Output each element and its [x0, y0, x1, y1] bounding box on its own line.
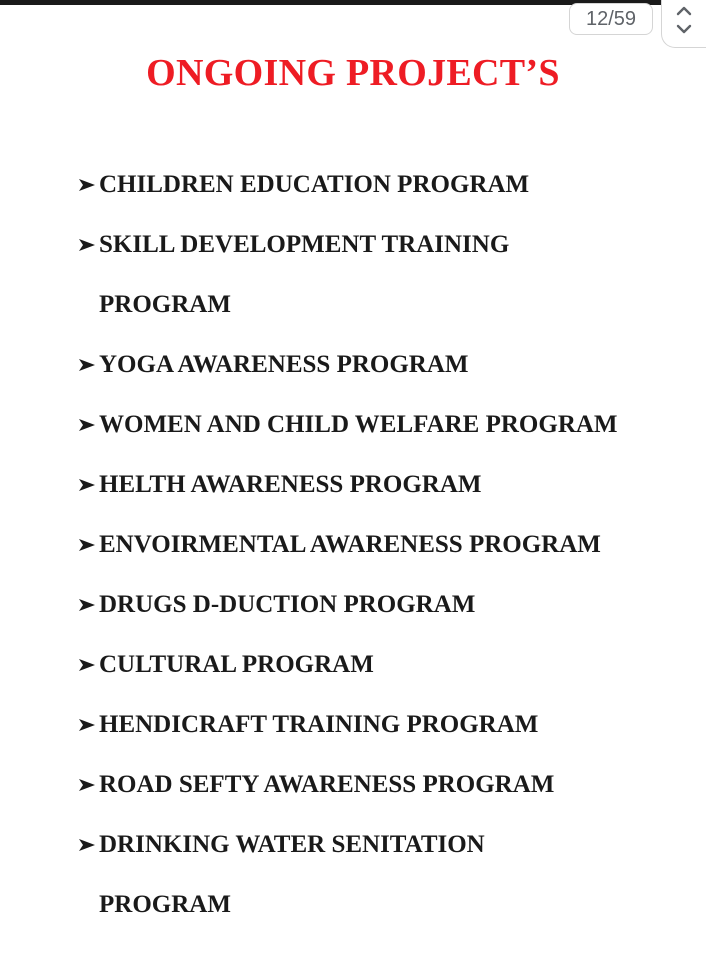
list-item	[78, 755, 698, 815]
list-item-label: YOGA AWARENESS PROGRAM	[99, 351, 469, 378]
list-item	[78, 515, 698, 575]
chevron-down-icon	[674, 21, 694, 37]
previous-page-button[interactable]	[674, 3, 694, 19]
arrowhead-bullet-icon	[78, 755, 99, 815]
list-item	[78, 155, 698, 215]
list-item	[78, 575, 698, 635]
page-navigation	[661, 0, 706, 48]
arrowhead-bullet-icon	[78, 515, 99, 575]
page-title: ONGOING PROJECT’S	[146, 52, 560, 94]
list-item	[78, 455, 698, 515]
arrowhead-bullet-icon	[78, 335, 99, 395]
list-item-label: ROAD SEFTY AWARENESS PROGRAM	[99, 771, 555, 798]
list-item	[78, 395, 698, 455]
arrowhead-bullet-icon	[78, 395, 99, 455]
arrowhead-bullet-icon	[78, 575, 99, 635]
list-item-label: CULTURAL PROGRAM	[99, 651, 374, 678]
list-item-label: DRINKING WATER SENITATION PROGRAM	[99, 831, 485, 918]
list-item	[78, 815, 698, 935]
list-item-label: WOMEN AND CHILD WELFARE PROGRAM	[99, 411, 618, 438]
arrowhead-bullet-icon	[78, 215, 99, 275]
list-item-label: ENVOIRMENTAL AWARENESS PROGRAM	[99, 531, 601, 558]
arrowhead-bullet-icon	[78, 635, 99, 695]
chevron-up-icon	[674, 3, 694, 19]
list-item	[78, 635, 698, 695]
list-item-label: HENDICRAFT TRAINING PROGRAM	[99, 711, 539, 738]
arrowhead-bullet-icon	[78, 155, 99, 215]
list-item-label: DRUGS D-DUCTION PROGRAM	[99, 591, 476, 618]
list-item-label: HELTH AWARENESS PROGRAM	[99, 471, 482, 498]
list-item-label: CHILDREN EDUCATION PROGRAM	[99, 171, 530, 198]
arrowhead-bullet-icon	[78, 815, 99, 875]
list-item	[78, 215, 698, 335]
project-list	[78, 155, 698, 935]
next-page-button[interactable]	[674, 21, 694, 37]
page-counter: 12/59	[569, 3, 653, 35]
list-item	[78, 695, 698, 755]
arrowhead-bullet-icon	[78, 455, 99, 515]
arrowhead-bullet-icon	[78, 695, 99, 755]
list-item	[78, 335, 698, 395]
list-item-label: SKILL DEVELOPMENT TRAINING PROGRAM	[99, 231, 510, 318]
